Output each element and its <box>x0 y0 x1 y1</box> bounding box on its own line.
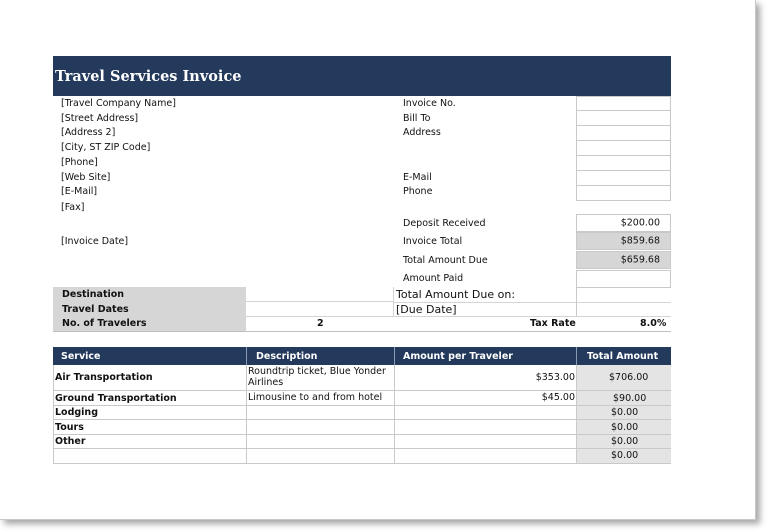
row-service: Tours <box>55 422 84 433</box>
total-amount-due-field <box>576 251 671 269</box>
deposit-received-label: Deposit Received <box>403 218 486 229</box>
company-street[interactable]: [Street Address] <box>61 113 139 124</box>
tax-rate-label: Tax Rate <box>530 318 576 329</box>
table-row[interactable] <box>54 449 671 463</box>
address-field-2[interactable] <box>576 140 671 156</box>
row-description: Limousine to and from hotel <box>248 392 383 403</box>
company-phone[interactable]: [Phone] <box>61 157 98 168</box>
destination-label: Destination <box>62 289 125 300</box>
travel-dates-field[interactable] <box>246 302 394 317</box>
deposit-received-field[interactable] <box>576 214 671 232</box>
bill-to-field[interactable] <box>576 110 671 126</box>
row-service: Air Transportation <box>55 372 153 383</box>
table-row[interactable] <box>54 365 671 391</box>
divider <box>576 365 577 463</box>
header-amount-per-traveler: Amount per Traveler <box>403 351 513 362</box>
phone-label: Phone <box>403 186 433 197</box>
address-field-3[interactable] <box>576 155 671 171</box>
row-total: $0.00 <box>611 450 639 461</box>
header-description: Description <box>256 351 318 362</box>
address-label: Address <box>403 127 441 138</box>
row-total: $0.00 <box>611 436 639 447</box>
company-website[interactable]: [Web Site] <box>61 172 111 183</box>
invoice-no-field[interactable] <box>576 96 671 111</box>
total-amount-due-label: Total Amount Due <box>403 255 488 266</box>
phone-field[interactable] <box>576 185 671 201</box>
email-field[interactable] <box>576 170 671 186</box>
row-total: $706.00 <box>609 372 649 383</box>
row-service: Other <box>55 436 86 447</box>
invoice-total-label: Invoice Total <box>403 236 463 247</box>
divider <box>394 316 671 317</box>
invoice-date[interactable]: [Invoice Date] <box>61 236 129 247</box>
amount-paid-label: Amount Paid <box>403 273 464 284</box>
travelers-label: No. of Travelers <box>62 318 147 329</box>
divider <box>394 302 671 303</box>
invoice-title: Travel Services Invoice <box>55 68 242 85</box>
travelers-value[interactable]: 2 <box>317 318 324 329</box>
invoice-no-label: Invoice No. <box>403 98 456 109</box>
table-row[interactable] <box>54 391 671 406</box>
due-on-label: Total Amount Due on: <box>396 288 516 301</box>
amount-paid-field[interactable] <box>576 270 671 288</box>
destination-field[interactable] <box>246 287 394 302</box>
email-label: E-Mail <box>403 172 432 183</box>
company-city[interactable]: [City, ST ZIP Code] <box>61 142 151 153</box>
company-name[interactable]: [Travel Company Name] <box>61 98 176 109</box>
total-amount-due-value: $659.68 <box>620 254 660 266</box>
invoice-total-field <box>576 232 671 250</box>
service-table <box>53 365 671 464</box>
invoice-total-value: $859.68 <box>620 235 660 247</box>
row-description: Roundtrip ticket, Blue Yonder Airlines <box>248 366 386 388</box>
bill-to-label: Bill To <box>403 113 431 124</box>
divider <box>53 331 671 332</box>
company-address2[interactable]: [Address 2] <box>61 127 116 138</box>
company-fax[interactable]: [Fax] <box>61 202 85 213</box>
tax-rate-value[interactable]: 8.0% <box>640 318 667 329</box>
divider <box>246 365 247 463</box>
table-row[interactable] <box>54 420 671 435</box>
divider <box>576 288 577 316</box>
table-row[interactable] <box>54 435 671 449</box>
due-date[interactable]: [Due Date] <box>396 303 457 316</box>
row-amount: $45.00 <box>541 392 575 403</box>
header-service: Service <box>61 351 101 362</box>
table-row[interactable] <box>54 406 671 420</box>
row-total: $0.00 <box>611 422 639 433</box>
service-table-header <box>53 347 671 365</box>
row-total: $90.00 <box>613 393 647 404</box>
row-service: Ground Transportation <box>55 393 177 404</box>
company-email[interactable]: [E-Mail] <box>61 186 98 197</box>
travel-dates-label: Travel Dates <box>62 304 129 315</box>
deposit-received-value: $200.00 <box>620 217 660 229</box>
row-amount: $353.00 <box>535 372 575 383</box>
row-service: Lodging <box>55 407 99 418</box>
divider <box>394 365 395 463</box>
row-total: $0.00 <box>611 407 639 418</box>
title-bar <box>53 56 671 96</box>
address-field-1[interactable] <box>576 125 671 141</box>
header-total-amount: Total Amount <box>587 351 659 362</box>
